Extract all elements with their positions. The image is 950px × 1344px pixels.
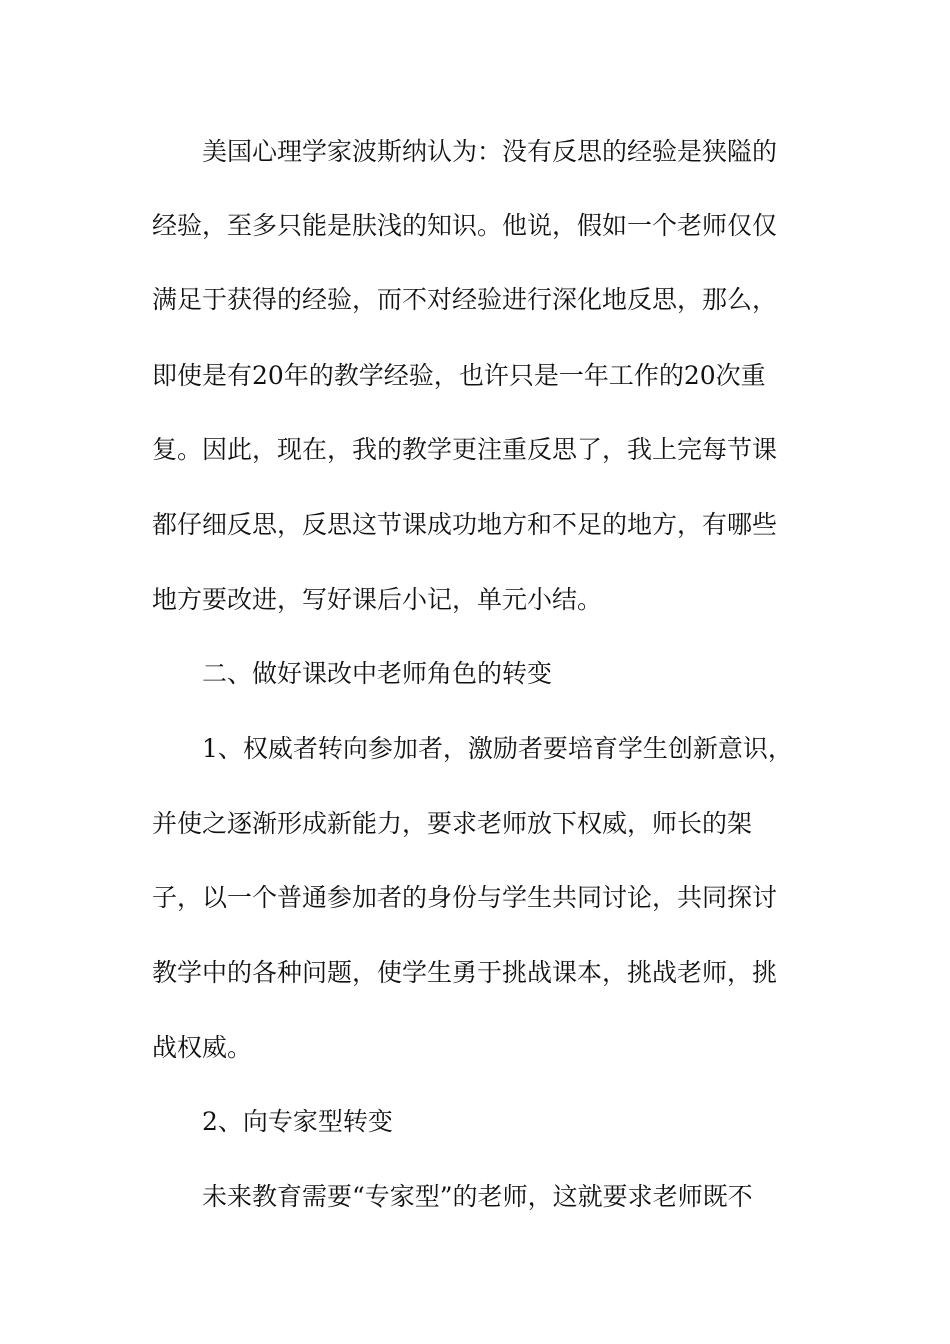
paragraph-line: 美国心理学家波斯纳认为：没有反思的经验是狭隘的 bbox=[202, 137, 778, 166]
paragraph-line: 子，以一个普通参加者的身份与学生共同讨论，共同探讨 bbox=[152, 883, 778, 912]
paragraph-line: 未来教育需要“专家型”的老师，这就要求老师既不 bbox=[202, 1182, 753, 1211]
paragraph-line: 经验，至多只能是肤浅的知识。他说，假如一个老师仅仅 bbox=[152, 211, 778, 240]
subsection-heading: 2、向专家型转变 bbox=[202, 1107, 393, 1136]
paragraph-line: 并使之逐渐形成新能力，要求老师放下权威，师长的架 bbox=[152, 809, 753, 838]
paragraph-line: 地方要改进，写好课后小记，单元小结。 bbox=[152, 585, 603, 614]
paragraph-line: 战权威。 bbox=[152, 1033, 253, 1062]
paragraph-line: 都仔细反思，反思这节课成功地方和不足的地方，有哪些 bbox=[152, 510, 778, 539]
section-heading: 二、做好课改中老师角色的转变 bbox=[202, 659, 553, 688]
paragraph-line: 满足于获得的经验，而不对经验进行深化地反思，那么， bbox=[152, 285, 778, 314]
paragraph-line: 即使是有20年的教学经验，也许只是一年工作的20次重 bbox=[152, 361, 766, 390]
paragraph-line: 1、权威者转向参加者，激励者要培育学生创新意识， bbox=[202, 734, 793, 763]
paragraph-line: 教学中的各种问题，使学生勇于挑战课本，挑战老师，挑 bbox=[152, 958, 778, 987]
paragraph-line: 复。因此，现在，我的教学更注重反思了，我上完每节课 bbox=[152, 435, 778, 464]
